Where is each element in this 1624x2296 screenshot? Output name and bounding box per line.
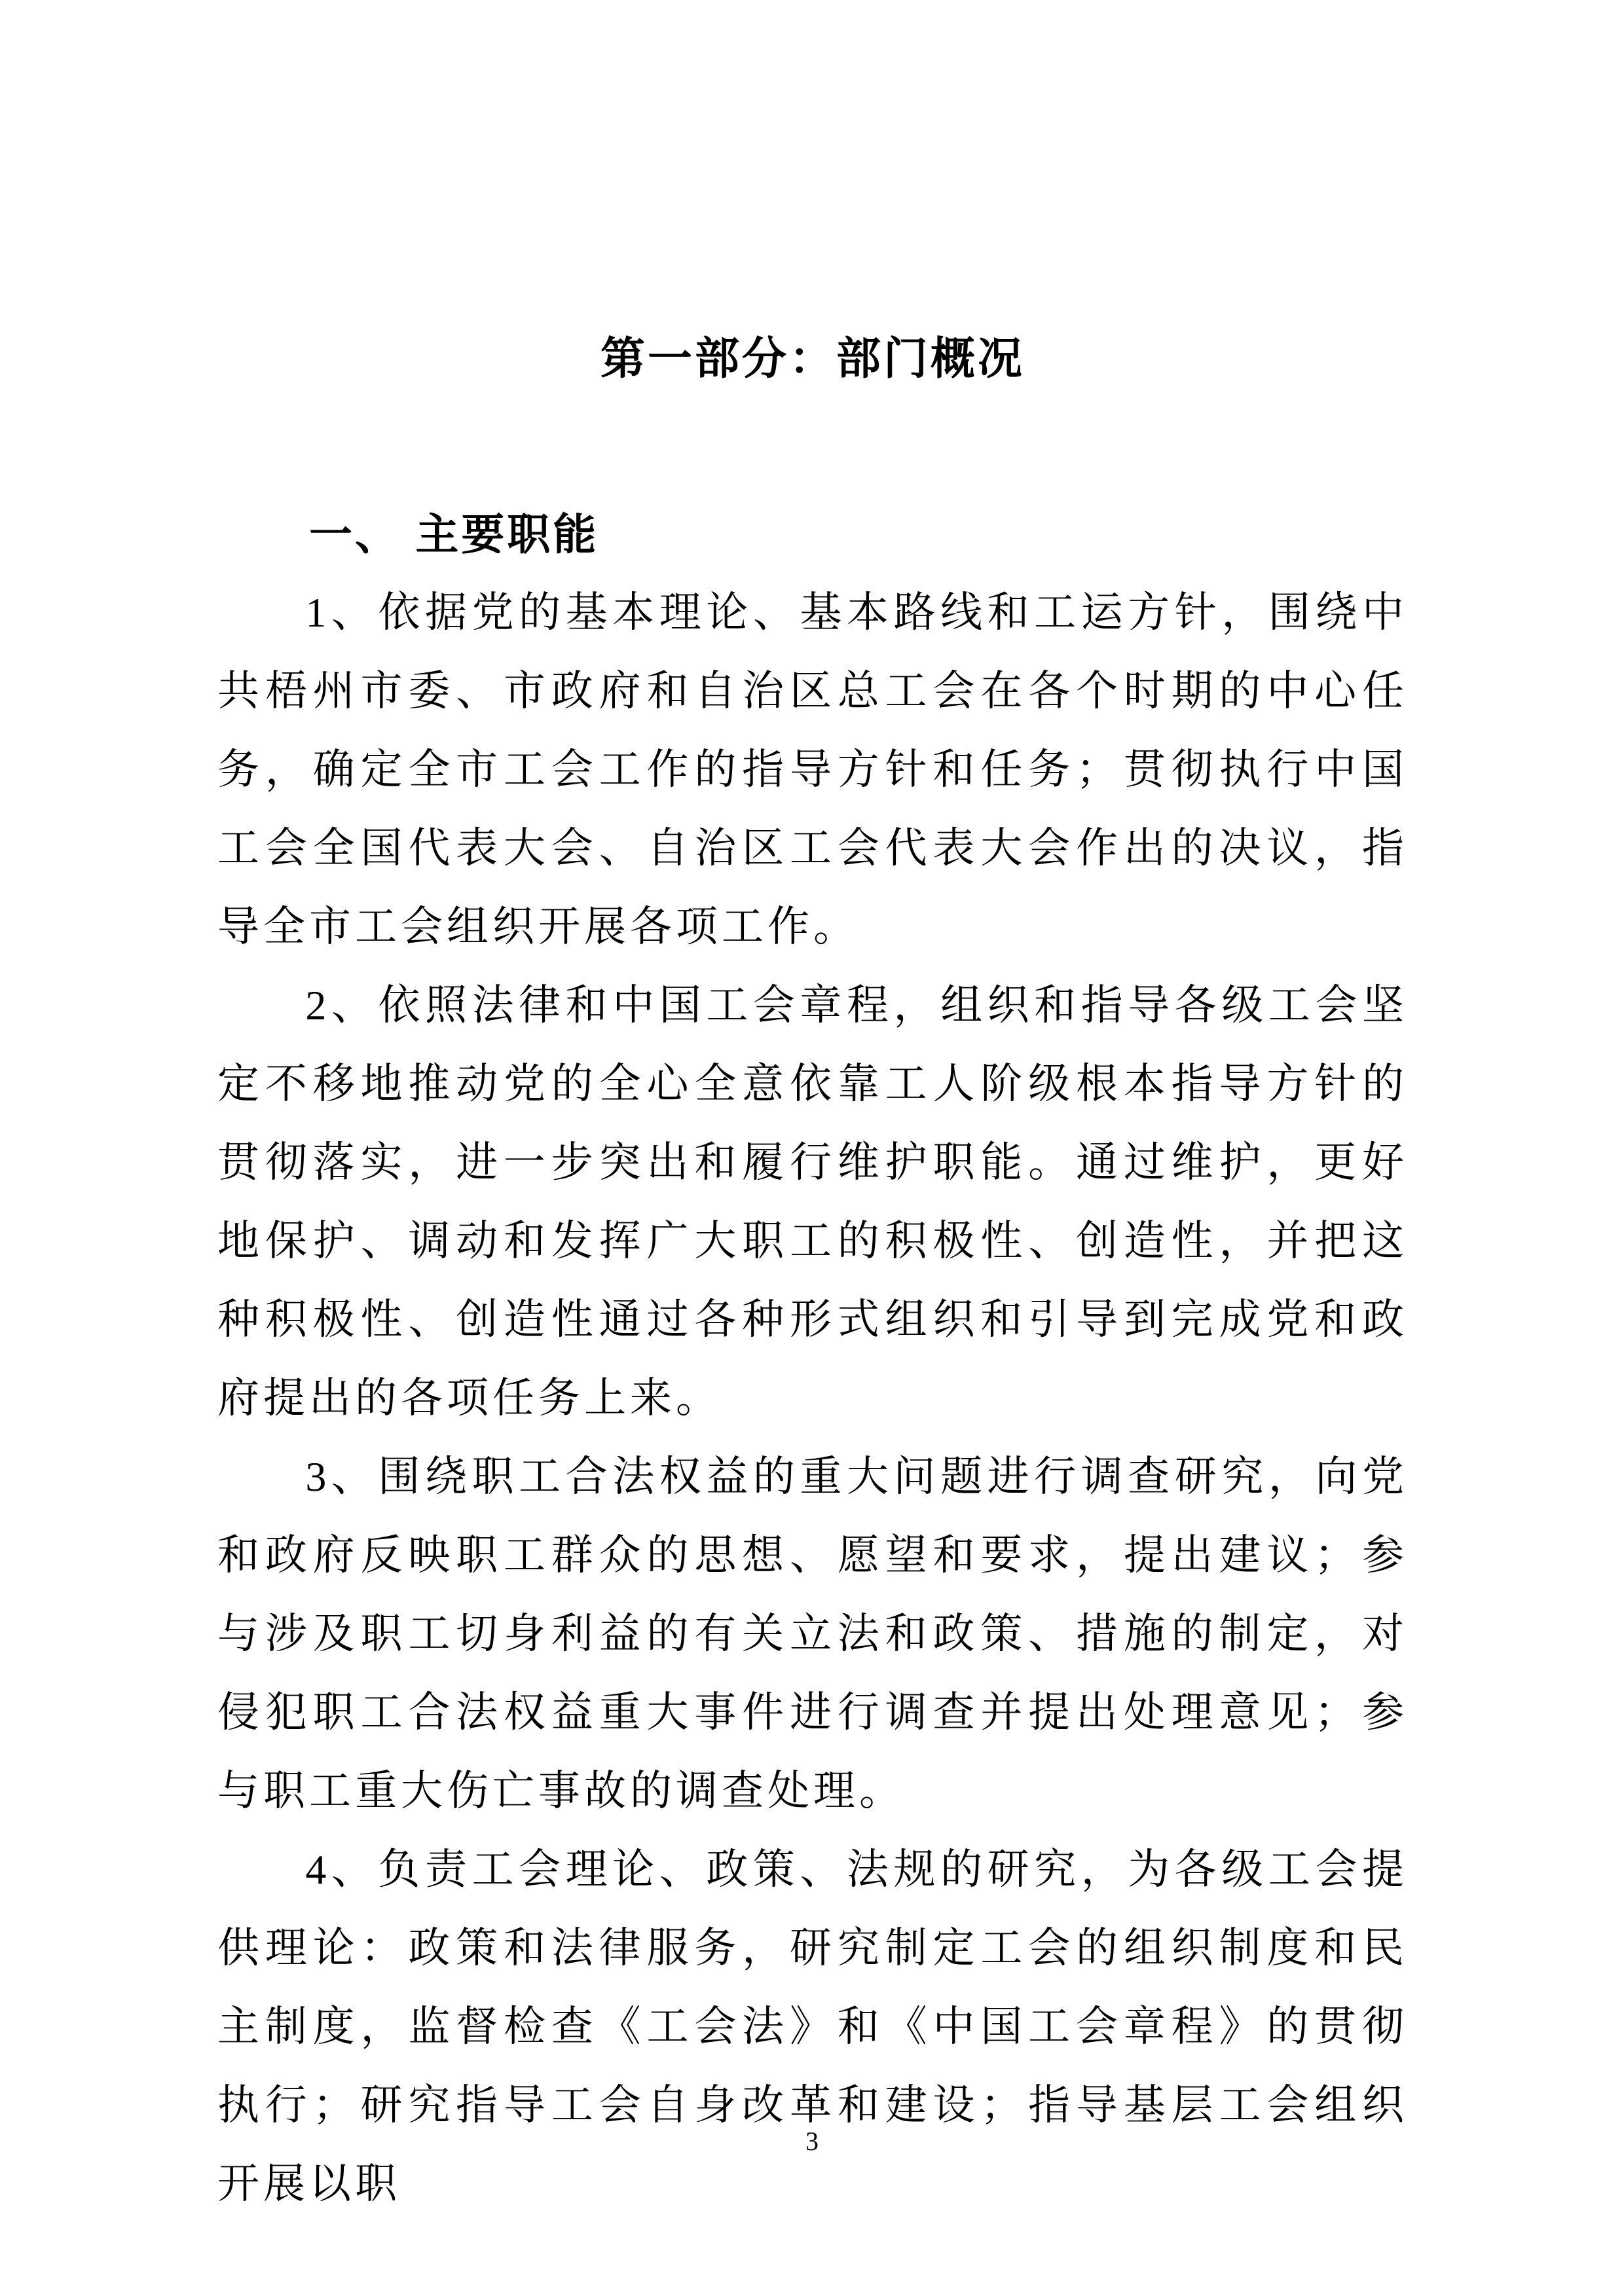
page-number: 3 — [805, 2126, 819, 2156]
paragraph-3: 3、围绕职工合法权益的重大问题进行调查研究，向党和政府反映职工群众的思想、愿望和要求，提出建议；参与涉及职工切身利益的有关立法和政策、措施的制定，对侵犯职工合法权益重大事件进行调查并提出处理意见；参与职工重大伤亡事故的调查处理。 — [217, 1453, 1408, 1814]
document-title: 第一部分：部门概况 — [600, 334, 1025, 384]
paragraph-2: 2、依照法律和中国工会章程，组织和指导各级工会坚定不移地推动党的全心全意依靠工人阶级根本指导方针的贯彻落实，进一步突出和履行维护职能。通过维护，更好地保护、调动和发挥广大职工的积极性、创造性，并把这种积极性、创造性通过各种形式组织和引导到完成党和政府提出的各项任务上来。 — [217, 982, 1408, 1421]
paragraph-4: 4、负责工会理论、政策、法规的研究，为各级工会提供理论：政策和法律服务，研究制定工会的组织制度和民主制度，监督检查《工会法》和《中国工会章程》的贯彻执行；研究指导工会自身改革和建设；指导基层工会组织开展以职 — [217, 1846, 1408, 2207]
paragraph-1: 1、依据党的基本理论、基本路线和工运方针，围绕中共梧州市委、市政府和自治区总工会在各个时期的中心任务，确定全市工会工作的指导方针和任务；贯彻执行中国工会全国代表大会、自治区工会代表大会作出的决议，指导全市工会组织开展各项工作。 — [217, 589, 1408, 950]
section-heading: 一、 主要职能 — [309, 510, 599, 558]
